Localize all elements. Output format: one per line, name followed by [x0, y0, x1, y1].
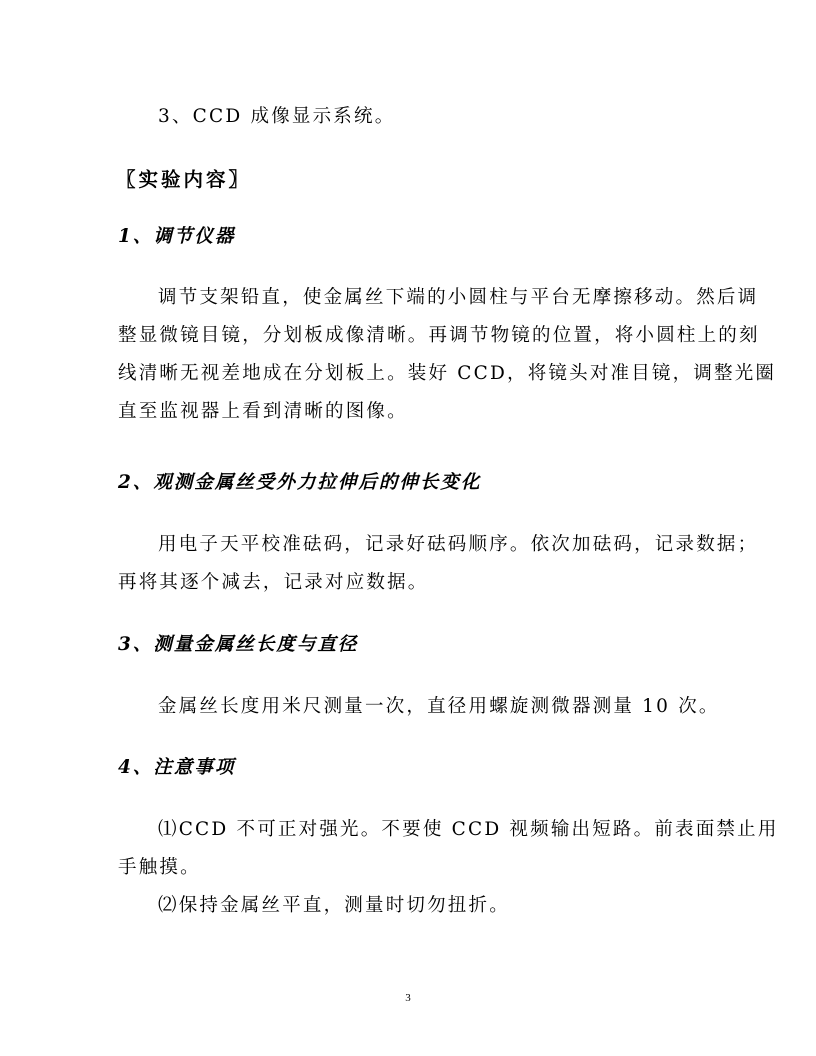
paragraph-line: 线清晰无视差地成在分划板上。装好 CCD，将镜头对准目镜，调整光圈	[118, 363, 777, 384]
page-number: 3	[405, 992, 411, 1004]
section-heading-3: 3、测量金属丝长度与直径	[118, 634, 359, 655]
paragraph-line: ⑴CCD 不可正对强光。不要使 CCD 视频输出短路。前表面禁止用	[158, 819, 779, 840]
paragraph-line: 用电子天平校准砝码，记录好砝码顺序。依次加砝码，记录数据；	[158, 534, 759, 555]
paragraph-line: 调节支架铅直，使金属丝下端的小圆柱与平台无摩擦移动。然后调	[158, 287, 759, 308]
paragraph-line: 直至监视器上看到清晰的图像。	[118, 401, 408, 422]
section-heading-2: 2、观测金属丝受外力拉伸后的伸长变化	[118, 472, 482, 493]
section-title: 〖实验内容〗	[116, 168, 252, 191]
paragraph-line: ⑵保持金属丝平直，测量时切勿扭折。	[158, 895, 510, 916]
section-heading-1: 1、调节仪器	[118, 226, 236, 247]
paragraph-line: 再将其逐个减去，记录对应数据。	[118, 572, 429, 593]
section-heading-4: 4、注意事项	[118, 757, 236, 778]
paragraph-line: 手触摸。	[118, 857, 201, 878]
paragraph-line: 金属丝长度用米尺测量一次，直径用螺旋测微器测量 10 次。	[158, 696, 720, 717]
intro-item: 3、CCD 成像显示系统。	[158, 106, 396, 127]
paragraph-line: 整显微镜目镜，分划板成像清晰。再调节物镜的位置，将小圆柱上的刻	[118, 325, 760, 346]
